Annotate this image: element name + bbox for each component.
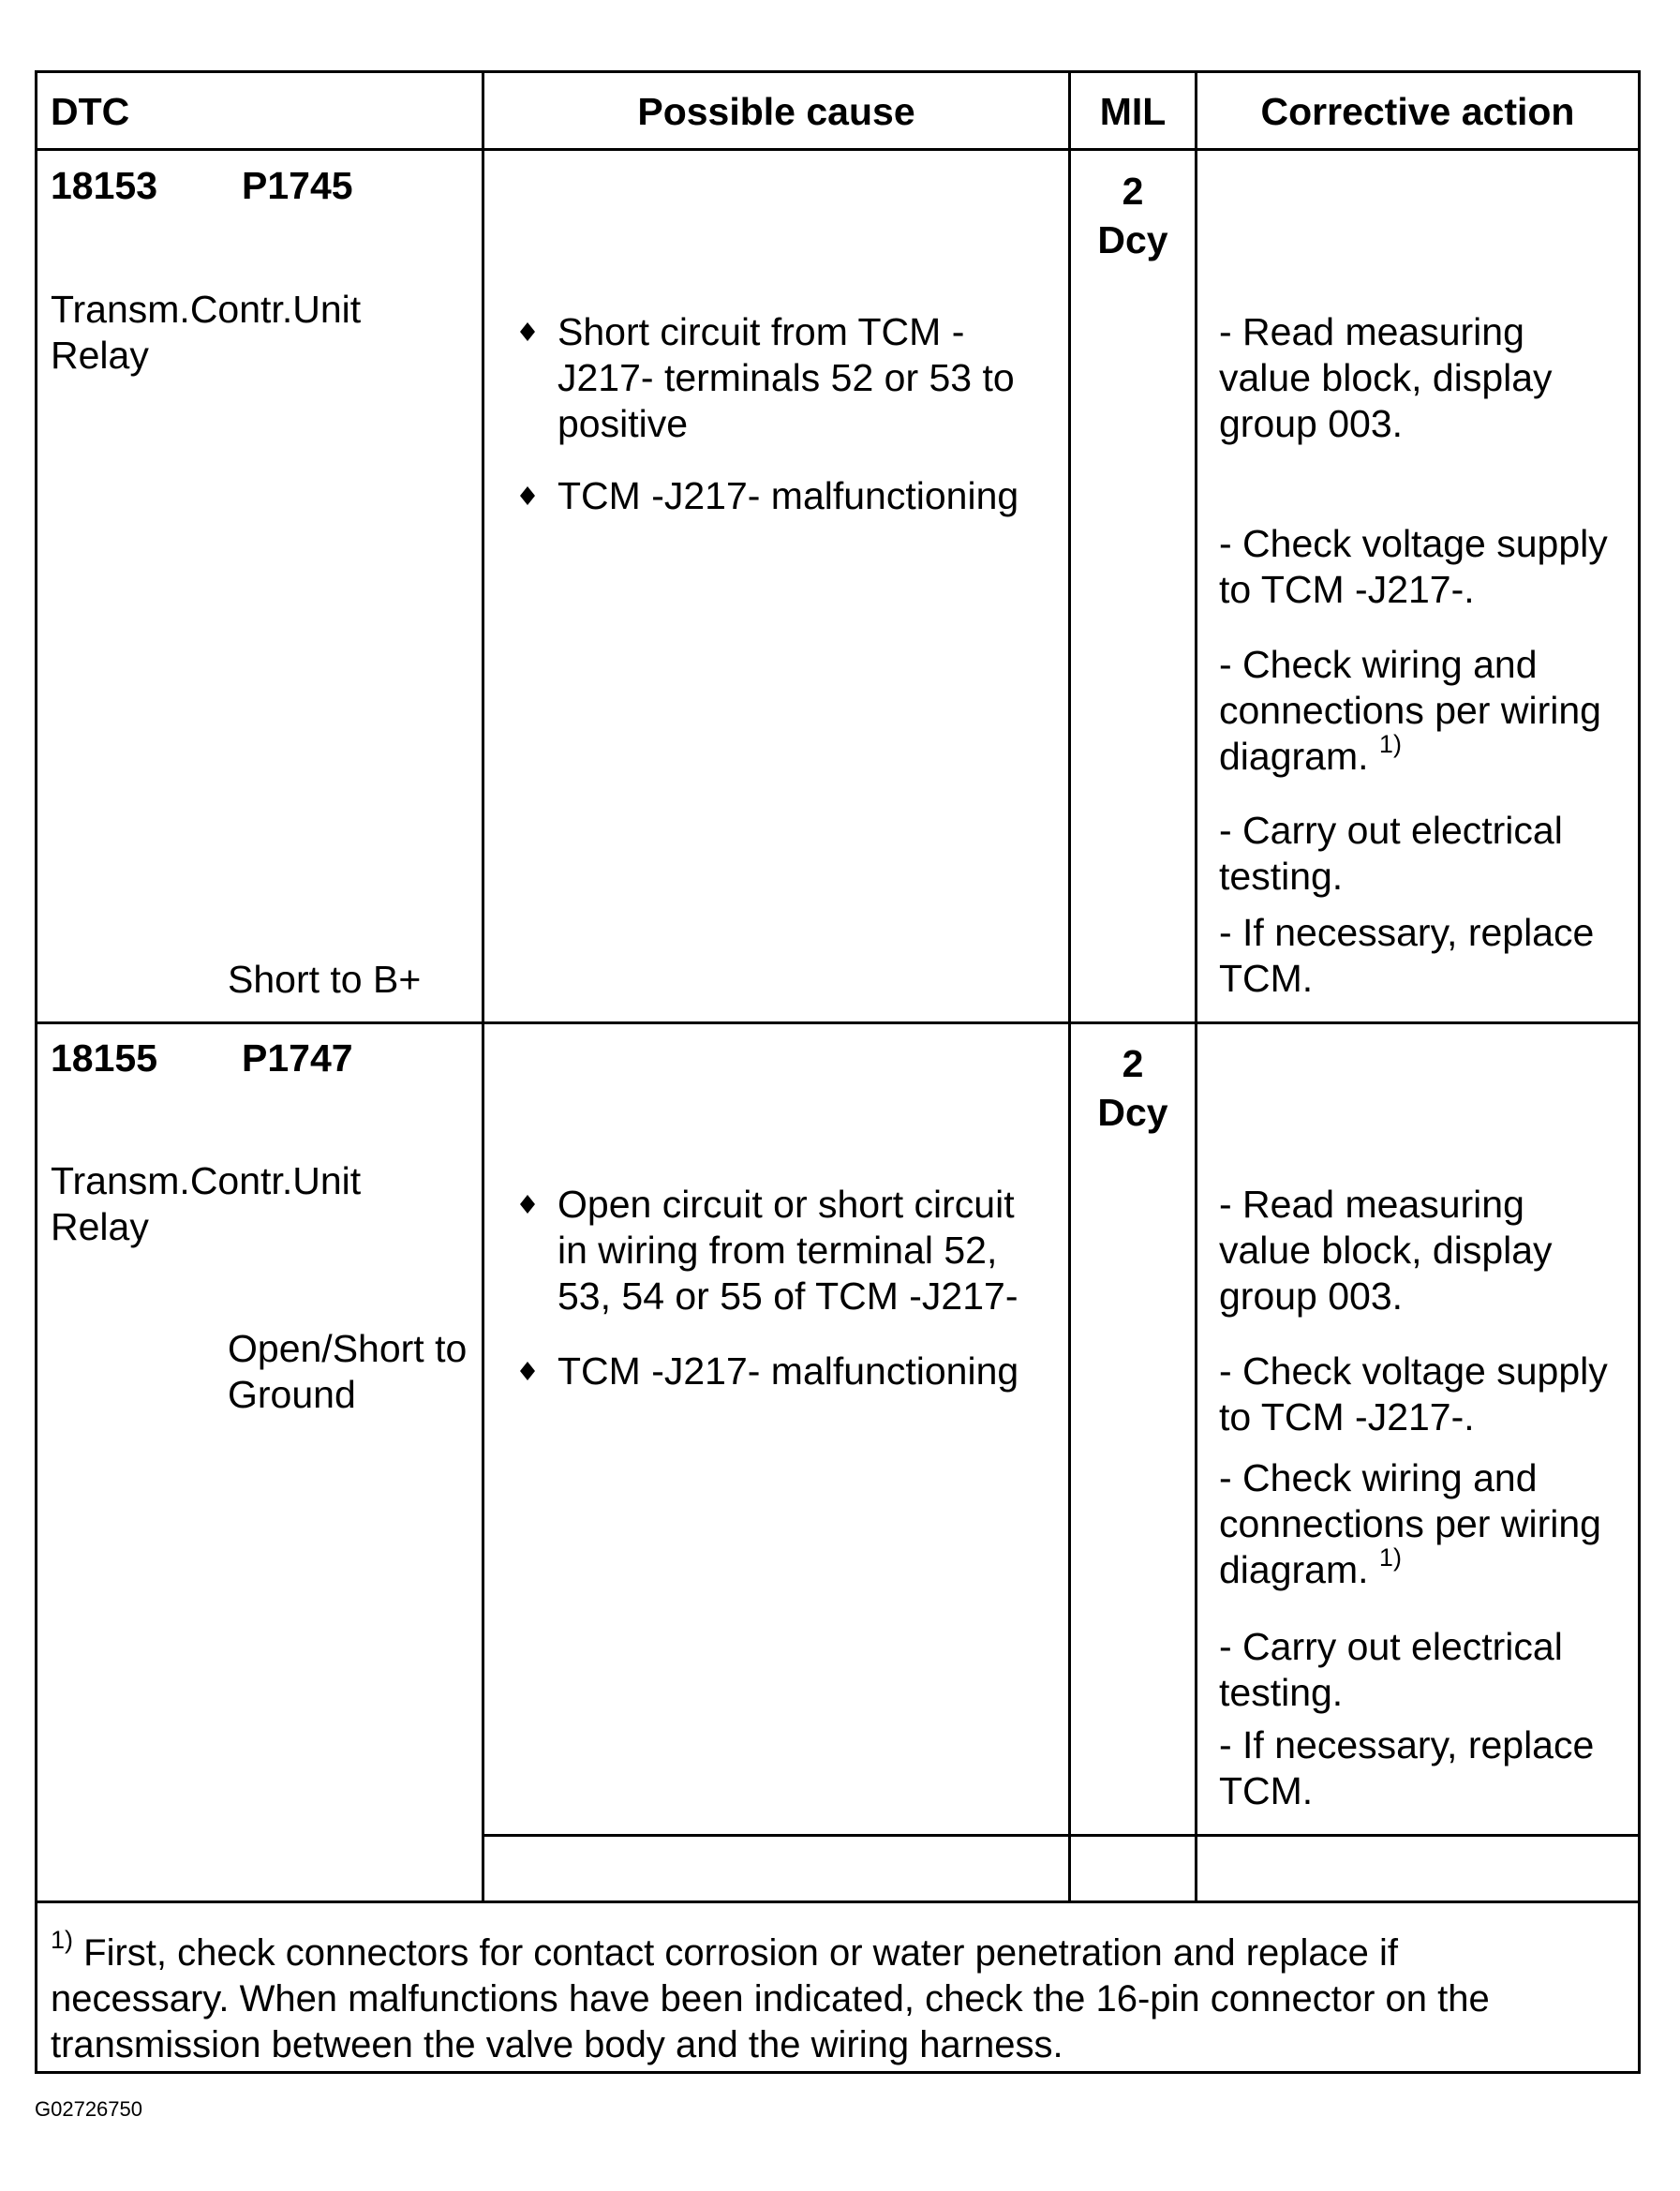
fault-condition: Open/Short to Ground	[228, 1327, 468, 1416]
figure-id: G02726750	[35, 2097, 142, 2121]
diamond-bullet-icon	[520, 322, 535, 341]
col-divider-1	[482, 73, 484, 1903]
action-item: - Check voltage supply to TCM -J217-.	[1219, 1349, 1608, 1438]
empty-row-divider	[483, 1834, 1638, 1837]
diamond-bullet-icon	[520, 1362, 535, 1380]
footnote-marker: 1)	[51, 1926, 74, 1954]
diamond-bullet-icon	[520, 1195, 535, 1214]
mil-value: 2 Dcy	[1097, 170, 1168, 261]
footnote-ref: 1)	[1378, 1543, 1402, 1572]
col-divider-3	[1195, 73, 1197, 1903]
cause-item: Short circuit from TCM - J217- terminals 52 or 53 to positive	[558, 309, 1063, 447]
header-corrective-action: Corrective action	[1260, 90, 1575, 133]
cause-item: TCM -J217- malfunctioning	[558, 473, 1063, 519]
dtc-codes	[51, 1036, 463, 1082]
action-item: - Carry out electrical testing.	[1219, 809, 1563, 898]
diamond-bullet-icon	[520, 486, 535, 505]
action-item: - Check wiring and connections per wiring diagram. $^{1)}$	[1219, 1456, 1601, 1591]
row-divider	[37, 1021, 1638, 1024]
action-item: - Read measuring value block, display group 003.	[1219, 1183, 1553, 1318]
component-name: Transm.Contr.Unit Relay	[51, 1159, 362, 1248]
dtc-table	[35, 70, 1641, 2074]
action-item: - Check voltage supply to TCM -J217-.	[1219, 522, 1608, 611]
mil-value: 2 Dcy	[1097, 1042, 1168, 1134]
footnote-divider	[37, 1900, 1638, 1903]
component-name: Transm.Contr.Unit Relay	[51, 288, 362, 377]
fault-condition: Short to B+	[228, 958, 422, 1001]
obd-code: P1747	[242, 1036, 353, 1080]
action-item: - If necessary, replace TCM.	[1219, 1723, 1595, 1812]
action-item: - Check wiring and connections per wiring diagram. $^{1)}$	[1219, 643, 1601, 778]
action-item: - Carry out electrical testing.	[1219, 1625, 1563, 1714]
cause-item: Open circuit or short circuit in wiring from terminal 52, 53, 54 or 55 of TCM -J217-	[558, 1182, 1063, 1319]
footnote: $^{1)}$ First, check connectors for contact corrosion or water penetration and replace if necessary. When malfunctions have been indicated, check the 16-pin connector on the transmission between the valve body and the wiring harness.	[51, 1926, 1490, 2065]
action-item: - If necessary, replace TCM.	[1219, 911, 1595, 1000]
dtc-code: 18155	[51, 1036, 158, 1080]
header-mil: MIL	[1099, 90, 1167, 133]
cause-item: TCM -J217- malfunctioning	[558, 1349, 1063, 1394]
dtc-codes	[51, 163, 463, 210]
col-divider-2	[1068, 73, 1071, 1903]
obd-code: P1745	[242, 164, 353, 207]
action-item: - Read measuring value block, display group 003.	[1219, 310, 1553, 445]
header-possible-cause: Possible cause	[637, 90, 915, 133]
dtc-code: 18153	[51, 164, 158, 207]
footnote-ref: 1)	[1378, 730, 1402, 758]
header-dtc: DTC	[51, 90, 130, 133]
